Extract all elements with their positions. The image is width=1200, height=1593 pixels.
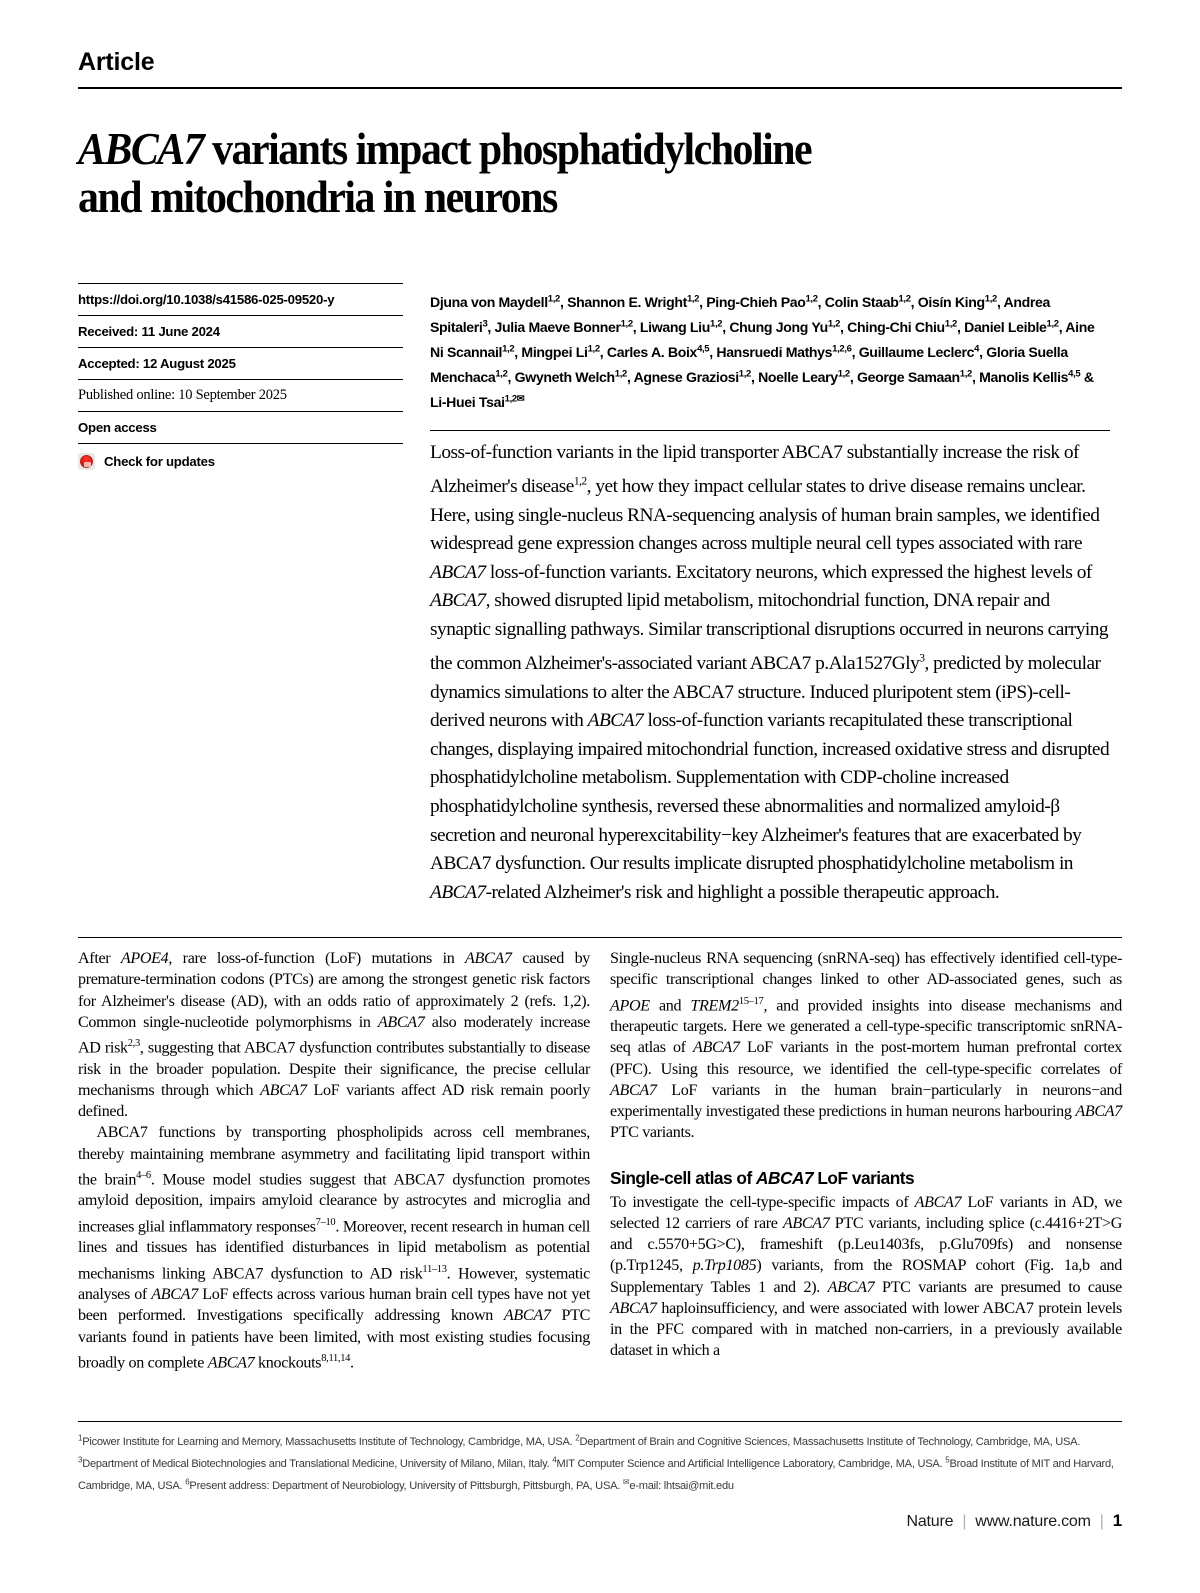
abstract-top-rule — [430, 430, 1110, 431]
check-for-updates-label: Check for updates — [104, 454, 215, 469]
footer-separator-2: | — [1099, 1513, 1104, 1530]
open-access-label: Open access — [78, 420, 157, 435]
crossmark-icon — [78, 453, 95, 470]
footer-journal: Nature — [906, 1513, 954, 1530]
title-top-rule — [78, 87, 1122, 89]
article-kicker: Article — [78, 48, 155, 76]
page-title — [78, 125, 1051, 221]
footer-website[interactable]: www.nature.com — [975, 1513, 1091, 1530]
accepted-row — [78, 347, 403, 379]
paragraph: To investigate the cell-type-specific impacts of ABCA7 LoF variants in AD, we selected 12 carriers of rare ABCA7 PTC variants, including splice (c.4416+2T>G and c.5570+5G>C), frameshift (p.Leu1403fs, p.Glu709fs) and nonsense (p.Trp1245, p.Trp1085) variants, from the ROSMAP cohort (Fig. 1a,b and Supplementary Tables 1 and 2). ABCA7 PTC variants are presumed to cause ABCA7 haploinsufficiency, and were associated with lower ABCA7 protein levels in the PFC compared with in matched non-carriers, in a previously available dataset in which a — [610, 1193, 1122, 1360]
section-heading-post: LoF variants — [813, 1167, 915, 1188]
check-for-updates[interactable] — [78, 444, 403, 470]
section-heading-pre: Single-cell atlas of — [610, 1167, 757, 1188]
doi-link[interactable]: https://doi.org/10.1038/s41586-025-09520-y — [78, 292, 335, 307]
doi-row[interactable] — [78, 283, 403, 315]
paragraph: After APOE4, rare loss-of-function (LoF) mutations in ABCA7 caused by premature-termination codons (PTCs) are among the strongest genetic risk factors for Alzheimer's disease (AD), with an odds ratio of approximately 2 (refs. 1,2). Common single-nucleotide polymorphisms in ABCA7 also moderately increase AD risk$^{2,3}$, suggesting that ABCA7 dysfunction contributes substantially to disease risk in the broader population. Despite their significance, the precise cellular mechanisms through which ABCA7 LoF variants affect AD risk remain poorly defined. — [78, 950, 591, 1121]
abstract — [430, 439, 1114, 907]
received-date: Received: 11 June 2024 — [78, 324, 220, 339]
abstract-text: Loss-of-function variants in the lipid transporter ABCA7 substantially increase the risk of Alzheimer's disease$^{1,2}$, yet how they impact cellular states to drive disease remains unclear. Here, using single-nucleus RNA-sequencing analysis of human brain samples, we identified widespread gene expression changes across multiple neural cell types associated with rare ABCA7 loss-of-function variants. Excitatory neurons, which expressed the highest levels of ABCA7, showed disrupted lipid metabolism, mitochondrial function, DNA repair and synaptic signalling pathways. Similar transcriptional disruptions occurred in neurons carrying the common Alzheimer's-associated variant ABCA7 p.Ala1527Gly$^3$, predicted by molecular dynamics simulations to alter the ABCA7 structure. Induced pluripotent stem (iPS)-cell-derived neurons with ABCA7 loss-of-function variants recapitulated these transcriptional changes, displaying impaired mitochondrial function, increased oxidative stress and disrupted phosphatidylcholine metabolism. Supplementation with CDP-choline increased phosphatidylcholine synthesis, reversed these abnormalities and normalized amyloid-β secretion and neuronal hyperexcitability−key Alzheimer's features that are exacerbated by ABCA7 dysfunction. Our results implicate disrupted phosphatidylcholine metabolism in ABCA7-related Alzheimer's risk and highlight a possible therapeutic approach. — [430, 442, 1110, 903]
body-column-left — [78, 948, 590, 1374]
accepted-date: Accepted: 12 August 2025 — [78, 356, 236, 371]
affiliations-text: $^1$Picower Institute for Learning and Memory, Massachusetts Institute of Technology, Cambridge, MA, USA. $^2$Department of Brain and Cognitive Sciences, Massachusetts Institute of Technology, Cambridge, MA, USA. $^3$Department of Medical Biotechnologies and Translational Medicine, University of Milano, Milan, Italy. $^4$MIT Computer Science and Artificial Intelligence Laboratory, Cambridge, MA, USA. $^5$Broad Institute of MIT and Harvard, Cambridge, MA, USA. $^6$Present address: Department of Neurobiology, University of Pittsburgh, Pittsburgh, PA, USA. ✉e-mail: lhtsai@mit.edu — [78, 1433, 1114, 1493]
article-metadata — [78, 283, 403, 470]
footer-page-number: 1 — [1112, 1511, 1122, 1530]
published-row — [78, 379, 403, 411]
published-date: Published online: 10 September 2025 — [78, 387, 287, 403]
section-heading-gene: ABCA7 — [756, 1167, 814, 1188]
title-gene-italic: ABCA7 — [78, 124, 204, 175]
body-column-right — [610, 948, 1122, 1362]
author-list — [430, 288, 1110, 413]
body-top-rule — [78, 937, 1122, 938]
paragraph: Single-nucleus RNA sequencing (snRNA-seq) has effectively identified cell-type-specific transcriptional changes linked to other AD-associated genes, such as APOE and TREM2$^{15-17}$, and provided insights into disease mechanisms and therapeutic targets. Here we generated a cell-type-specific transcriptomic snRNA-seq atlas of ABCA7 LoF variants in the post-mortem human prefrontal cortex (PFC). Using this resource, we identified the cell-type-specific correlates of ABCA7 LoF variants in the human brain−particularly in neurons−and experimentally investigated these predictions in human neurons harbouring ABCA7 PTC variants. — [610, 950, 1122, 1142]
footer-separator-1: | — [962, 1513, 967, 1530]
received-row — [78, 315, 403, 347]
affiliations — [78, 1429, 1124, 1496]
title-line2: and mitochondria in neurons — [78, 172, 557, 223]
open-access-row — [78, 411, 403, 444]
affiliations-top-rule — [78, 1421, 1122, 1422]
paragraph: ABCA7 functions by transporting phospholipids across cell membranes, thereby maintaining membrane asymmetry and facilitating lipid transport within the brain$^{4-6}$. Mouse model studies suggest that ABCA7 dysfunction promotes amyloid deposition, impairs amyloid clearance by astrocytes and microglia and increases glial inflammatory responses$^{7-10}$. Moreover, recent research in human cell lines and tissues has identified disturbances in lipid metabolism as potential mechanisms linking ABCA7 dysfunction to AD risk$^{11-13}$. However, systematic analyses of ABCA7 LoF effects across various human brain cell types have not yet been performed. Investigations specifically addressing known ABCA7 PTC variants found in patients have been limited, with most existing studies focusing broadly on complete ABCA7 knockouts$^{8,11,14}$. — [78, 1124, 590, 1372]
title-line1-rest: variants impact phosphatidylcholine — [203, 124, 812, 175]
page-footer — [907, 1511, 1123, 1531]
section-heading — [610, 1167, 1122, 1189]
author-list-text: Djuna von Maydell$^{1,2}$, Shannon E. Wright$^{1,2}$, Ping-Chieh Pao$^{1,2}$, Colin Staab$^{1,2}$, Oisín King$^{1,2}$, Andrea Spitaleri$^3$, Julia Maeve Bonner$^{1,2}$, Liwang Liu$^{1,2}$, Chung Jong Yu$^{1,2}$, Ching-Chi Chiu$^{1,2}$, Daniel Leible$^{1,2}$, Aine Ni Scannail$^{1,2}$, Mingpei Li$^{1,2}$, Carles A. Boix$^{4,5}$, Hansruedi Mathys$^{1,2,6}$, Guillaume Leclerc$^4$, Gloria Suella Menchaca$^{1,2}$, Gwyneth Welch$^{1,2}$, Agnese Graziosi$^{1,2}$, Noelle Leary$^{1,2}$, George Samaan$^{1,2}$, Manolis Kellis$^{4,5}$ & Li-Huei Tsai$^{1,2✉}$ — [430, 293, 1095, 410]
